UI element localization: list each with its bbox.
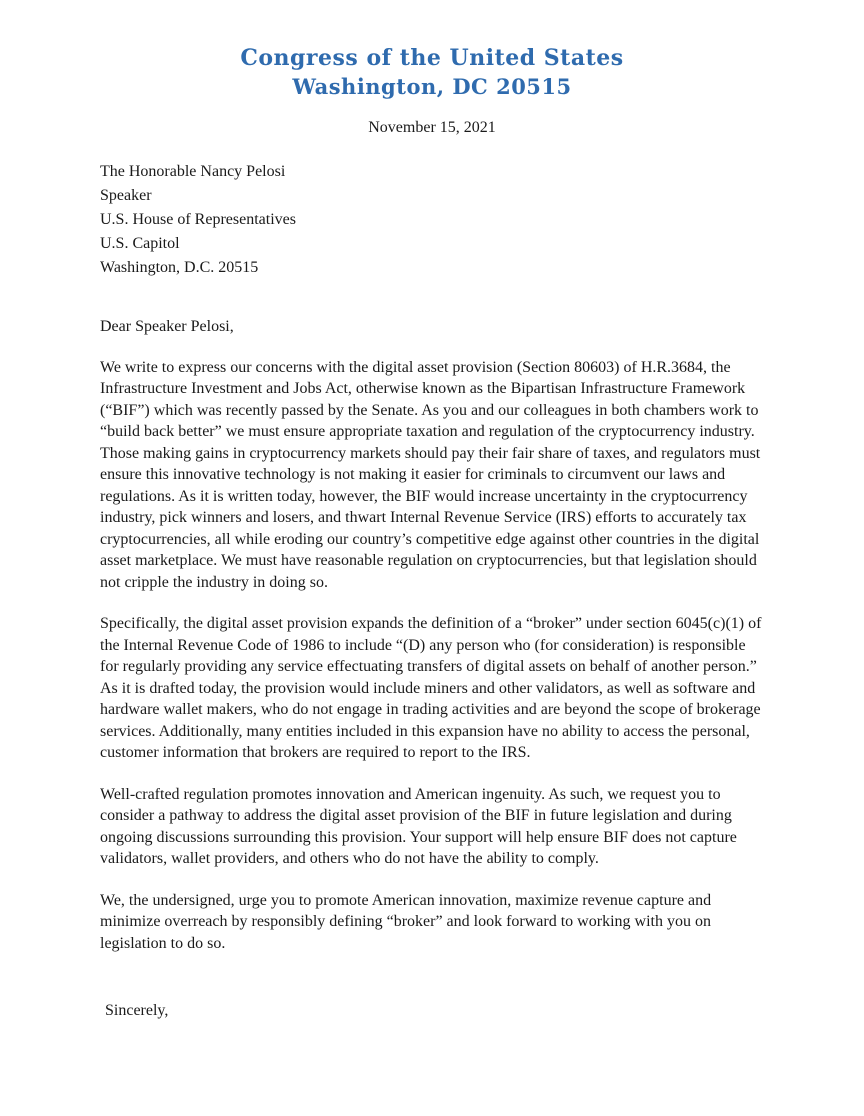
letterhead-line-1: Congress of the United States	[240, 45, 624, 71]
closing: Sincerely,	[105, 1002, 169, 1020]
recipient-city: Washington, D.C. 20515	[100, 258, 259, 276]
recipient-name: The Honorable Nancy Pelosi	[100, 162, 286, 180]
recipient-org: U.S. House of Representatives	[100, 210, 296, 228]
recipient-building: U.S. Capitol	[100, 234, 180, 252]
letter-paragraph-1: We write to express our concerns with the digital asset provision (Section 80603) of H.R.3684, the Infrastructure Investment and Jobs Act, otherwise known as the Bipartisan Infrastructure Framework (“BIF”) which was recently passed by the Senate. As you and our colleagues in both chambers work to “build back better” we must ensure appropriate taxation and regulation of the cryptocurrency industry. Those making gains in cryptocurrency markets should pay their fair share of taxes, and regulators must ensure this innovative technology is not making it easier for criminals to circumvent our laws and regulations. As it is written today, however, the BIF would increase uncertainty in the cryptocurrency industry, pick winners and losers, and thwart Internal Revenue Service (IRS) efforts to accurately tax cryptocurrencies, all while eroding our country’s competitive edge against other countries in the digital asset marketplace. We must have reasonable regulation on cryptocurrencies, but that legislation should not cripple the industry in doing so.	[100, 358, 761, 591]
letterhead	[0, 0, 864, 100]
letter-body	[0, 357, 864, 955]
letter-paragraph-3: Well-crafted regulation promotes innovation and American ingenuity. As such, we request you to consider a pathway to address the digital asset provision of the BIF in future legislation and during ongoing discussions surrounding this provision. Your support will help ensure BIF does not capture validators, wallet providers, and others who do not have the ability to comply.	[100, 785, 737, 868]
salutation: Dear Speaker Pelosi,	[100, 317, 234, 335]
recipient-block	[0, 160, 864, 280]
letterhead-line-2: Washington, DC 20515	[292, 73, 572, 99]
letter-paragraph-2: Specifically, the digital asset provision expands the definition of a “broker” under section 6045(c)(1) of the Internal Revenue Code of 1986 to include “(D) any person who (for consideration) is responsible for regularly providing any service effectuating transfers of digital assets on behalf of another person.” As it is drafted today, the provision would include miners and other validators, as well as software and hardware wallet makers, who do not engage in trading activities and are beyond the scope of brokerage services. Additionally, many entities included in this expansion have no ability to access the personal, customer information that brokers are required to report to the IRS.	[100, 615, 762, 762]
letter-date: November 15, 2021	[368, 118, 496, 136]
recipient-title: Speaker	[100, 186, 152, 204]
letter-paragraph-4: We, the undersigned, urge you to promote American innovation, maximize revenue capture and minimize overreach by responsibly defining “broker” and look forward to working with you on legislation to do so.	[100, 891, 712, 952]
